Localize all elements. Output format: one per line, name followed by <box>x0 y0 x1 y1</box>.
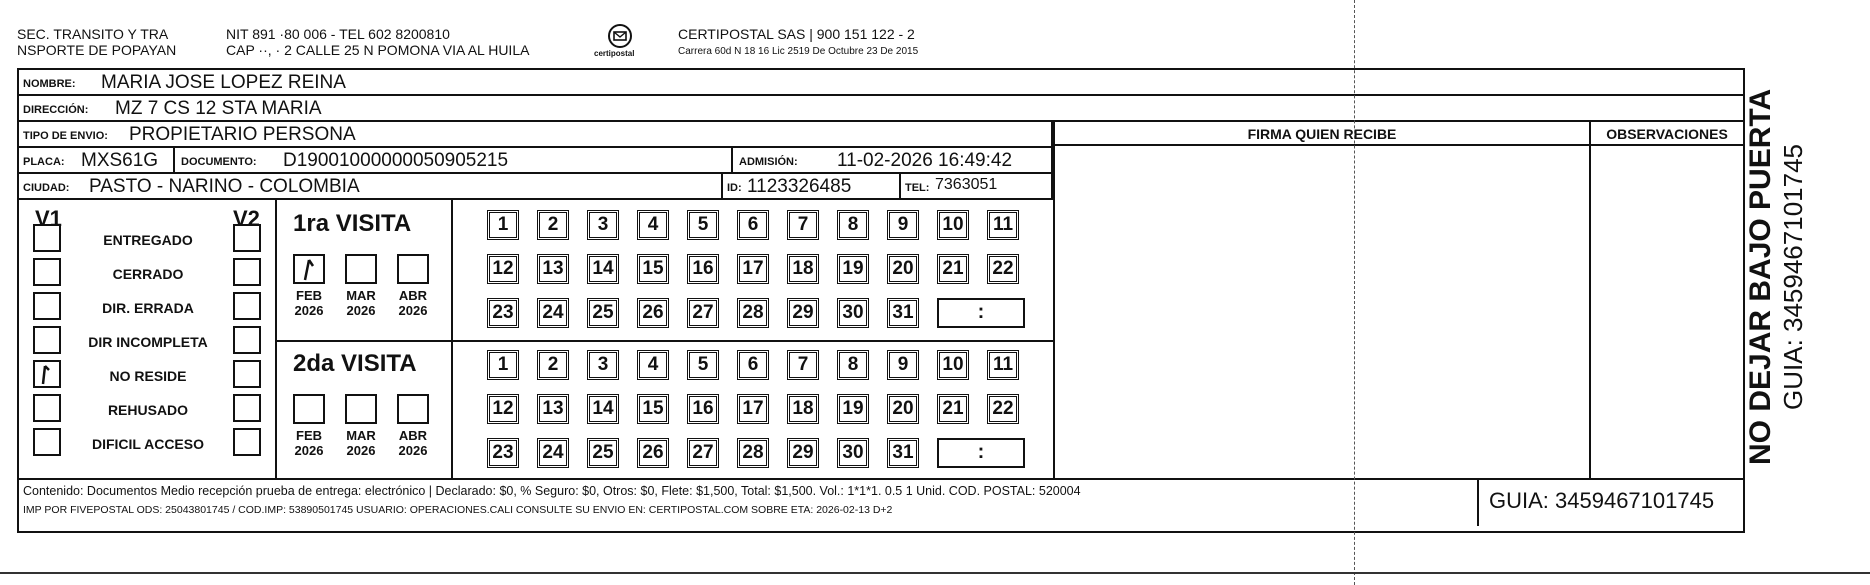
day-checkbox[interactable]: 30 <box>837 438 869 468</box>
tel-label: TEL: <box>905 182 930 194</box>
id-label: ID: <box>727 182 742 194</box>
month-label <box>339 288 383 318</box>
city-label: CIUDAD: <box>23 182 70 194</box>
day-checkbox[interactable]: 6 <box>737 350 769 380</box>
company-name: CERTIPOSTAL SAS | 900 151 122 - 2 <box>678 26 915 42</box>
day-checkbox[interactable]: 3 <box>587 350 619 380</box>
month-name: FEB <box>296 288 322 303</box>
visit-time-input[interactable]: : <box>937 298 1025 328</box>
day-checkbox[interactable]: 18 <box>787 394 819 424</box>
day-checkbox[interactable]: 8 <box>837 350 869 380</box>
month-checkbox[interactable] <box>345 394 377 424</box>
day-checkbox[interactable]: 26 <box>637 298 669 328</box>
day-checkbox[interactable]: 5 <box>687 350 719 380</box>
delivery-form <box>17 68 1745 533</box>
day-checkbox[interactable]: 8 <box>837 210 869 240</box>
day-checkbox[interactable]: 17 <box>737 254 769 284</box>
day-checkbox[interactable]: 11 <box>987 210 1019 240</box>
month-name: MAR <box>346 288 376 303</box>
month-name: MAR <box>346 428 376 443</box>
day-checkbox[interactable]: 29 <box>787 298 819 328</box>
id-value: 1123326485 <box>747 176 852 197</box>
shipment-type: PROPIETARIO PERSONA <box>129 124 356 145</box>
day-checkbox[interactable]: 31 <box>887 438 919 468</box>
status-label: REHUSADO <box>107 402 189 418</box>
row-address <box>19 96 1743 122</box>
admission-value: 11-02-2026 16:49:42 <box>837 150 1013 171</box>
guia-box: GUIA: 3459467101745 <box>1489 488 1715 513</box>
day-checkbox[interactable]: 29 <box>787 438 819 468</box>
city-value: PASTO - NARINO - COLOMBIA <box>89 176 360 197</box>
month-year: 2026 <box>398 303 428 318</box>
plate-label: PLACA: <box>23 156 65 168</box>
day-checkbox[interactable]: 15 <box>637 394 669 424</box>
document-value: D19001000000050905215 <box>283 150 509 171</box>
row-name <box>19 70 1743 96</box>
month-year: 2026 <box>346 443 376 458</box>
month-year: 2026 <box>346 303 376 318</box>
observations-column-header: OBSERVACIONES <box>1606 126 1728 142</box>
status-label: CERRADO <box>112 266 184 282</box>
bottom-edge <box>0 572 1870 574</box>
side-guia-number: GUIA: 3459467101745 <box>1778 144 1808 410</box>
admission-label: ADMISIÓN: <box>739 156 798 168</box>
month-checkbox[interactable] <box>293 254 325 284</box>
day-checkbox[interactable]: 15 <box>637 254 669 284</box>
row-city <box>19 174 1053 200</box>
status-v1-checkbox[interactable] <box>33 428 61 456</box>
status-v2-checkbox[interactable] <box>233 428 261 456</box>
logo-caption: certipostal <box>594 49 635 58</box>
month-label <box>339 428 383 458</box>
day-checkbox[interactable]: 24 <box>537 438 569 468</box>
cut-edge <box>1354 0 1356 585</box>
status-label: DIR INCOMPLETA <box>88 334 208 350</box>
day-checkbox[interactable]: 20 <box>887 394 919 424</box>
status-v1-checkbox[interactable] <box>33 394 61 422</box>
day-checkbox[interactable]: 3 <box>587 210 619 240</box>
day-checkbox[interactable]: 25 <box>587 438 619 468</box>
day-checkbox[interactable]: 18 <box>787 254 819 284</box>
day-checkbox[interactable]: 10 <box>937 210 969 240</box>
day-checkbox[interactable]: 16 <box>687 254 719 284</box>
recipient-name: MARIA JOSE LOPEZ REINA <box>101 72 346 93</box>
sender-nit-phone: NIT 891 ·80 006 - TEL 602 8200810 <box>226 26 450 42</box>
day-checkbox[interactable]: 28 <box>737 298 769 328</box>
month-name: ABR <box>398 288 428 303</box>
visit-title: 2da VISITA <box>293 350 417 377</box>
v1-header: V1 <box>35 206 62 231</box>
day-checkbox[interactable]: 6 <box>737 210 769 240</box>
company-license: Carrera 60d N 18 16 Lic 2519 De Octubre 23 De 2015 <box>678 46 919 57</box>
month-year: 2026 <box>294 443 324 458</box>
day-checkbox[interactable]: 7 <box>787 210 819 240</box>
status-label: DIR. ERRADA <box>102 300 194 316</box>
month-year: 2026 <box>294 303 324 318</box>
day-checkbox[interactable]: 4 <box>637 350 669 380</box>
tel-value: 7363051 <box>935 176 998 193</box>
day-checkbox[interactable]: 22 <box>987 394 1019 424</box>
day-checkbox[interactable]: 14 <box>587 254 619 284</box>
visit-title: 1ra VISITA <box>293 210 412 237</box>
status-v1-checkbox[interactable] <box>33 224 61 252</box>
day-checkbox[interactable]: 1 <box>487 210 519 240</box>
day-checkbox[interactable]: 11 <box>987 350 1019 380</box>
status-label: ENTREGADO <box>103 232 193 248</box>
day-checkbox[interactable]: 21 <box>937 254 969 284</box>
status-v2-checkbox[interactable] <box>233 292 261 320</box>
day-checkbox[interactable]: 20 <box>887 254 919 284</box>
v2-header: V2 <box>233 206 260 231</box>
signature-column-header: FIRMA QUIEN RECIBE <box>1247 126 1397 142</box>
row-plate <box>19 148 1053 174</box>
month-name: ABR <box>398 428 428 443</box>
day-checkbox[interactable]: 9 <box>887 210 919 240</box>
sender-name-line1: SEC. TRANSITO Y TRA <box>17 26 169 42</box>
day-checkbox[interactable]: 19 <box>837 394 869 424</box>
day-checkbox[interactable]: 5 <box>687 210 719 240</box>
day-checkbox[interactable]: 1 <box>487 350 519 380</box>
status-v1-checkbox[interactable] <box>33 292 61 320</box>
day-checkbox[interactable]: 21 <box>937 394 969 424</box>
name-label: NOMBRE: <box>23 78 76 90</box>
day-checkbox[interactable]: 24 <box>537 298 569 328</box>
status-label: NO RESIDE <box>109 368 187 384</box>
day-checkbox[interactable]: 23 <box>487 298 519 328</box>
day-checkbox[interactable]: 2 <box>537 350 569 380</box>
day-checkbox[interactable]: 30 <box>837 298 869 328</box>
visit-time-input[interactable]: : <box>937 438 1025 468</box>
month-label <box>391 428 435 458</box>
sender-name-line2: NSPORTE DE POPAYAN <box>17 42 177 58</box>
day-checkbox[interactable]: 27 <box>687 438 719 468</box>
day-checkbox[interactable]: 28 <box>737 438 769 468</box>
status-label: DIFICIL ACCESO <box>91 436 204 452</box>
day-checkbox[interactable]: 22 <box>987 254 1019 284</box>
day-checkbox[interactable]: 23 <box>487 438 519 468</box>
month-label <box>391 288 435 318</box>
day-checkbox[interactable]: 2 <box>537 210 569 240</box>
day-checkbox[interactable]: 9 <box>887 350 919 380</box>
sender-address: CAP ··, · 2 CALLE 25 N POMONA VIA AL HUILA <box>226 42 530 58</box>
day-checkbox[interactable]: 12 <box>487 394 519 424</box>
month-checkbox[interactable] <box>345 254 377 284</box>
day-checkbox[interactable]: 27 <box>687 298 719 328</box>
month-name: FEB <box>296 428 322 443</box>
day-checkbox[interactable]: 10 <box>937 350 969 380</box>
day-checkbox[interactable]: 7 <box>787 350 819 380</box>
day-checkbox[interactable]: 14 <box>587 394 619 424</box>
day-checkbox[interactable]: 17 <box>737 394 769 424</box>
day-checkbox[interactable]: 13 <box>537 254 569 284</box>
month-checkbox[interactable] <box>397 254 429 284</box>
status-v1-checkbox[interactable] <box>33 258 61 286</box>
day-checkbox[interactable]: 13 <box>537 394 569 424</box>
day-checkbox[interactable]: 12 <box>487 254 519 284</box>
document-label: DOCUMENTO: <box>181 156 257 168</box>
no-leave-under-door-warning: NO DEJAR BAJO PUERTA <box>1744 88 1777 465</box>
row-type <box>19 122 1053 148</box>
status-v1-checkbox[interactable] <box>33 326 61 354</box>
content-details: Contenido: Documentos Medio recepción prueba de entrega: electrónico | Declarado: $0, % Seguro: $0, Otros: $0, Flete: $1,500, Total: $1,500. Vol.: 1*1*1. 0.5 1 Unid. COD. POSTAL: 520004 <box>23 484 1081 498</box>
address-label: DIRECCIÓN: <box>23 104 89 116</box>
certipostal-logo <box>590 22 650 60</box>
status-v2-checkbox[interactable] <box>233 326 261 354</box>
month-checkbox[interactable] <box>293 394 325 424</box>
print-details: IMP POR FIVEPOSTAL ODS: 25043801745 / COD.IMP: 53890501745 USUARIO: OPERACIONES.CALI CONSULTE SU ENVIO EN: CERTIPOSTAL.COM SOBRE ETA: 2026-02-13 D+2 <box>23 504 893 516</box>
day-checkbox[interactable]: 19 <box>837 254 869 284</box>
month-label <box>287 288 331 318</box>
type-label: TIPO DE ENVIO: <box>23 130 108 142</box>
day-checkbox[interactable]: 16 <box>687 394 719 424</box>
day-checkbox[interactable]: 31 <box>887 298 919 328</box>
day-checkbox[interactable]: 25 <box>587 298 619 328</box>
status-v2-checkbox[interactable] <box>233 394 261 422</box>
day-checkbox[interactable]: 4 <box>637 210 669 240</box>
day-checkbox[interactable]: 26 <box>637 438 669 468</box>
recipient-address: MZ 7 CS 12 STA MARIA <box>115 98 322 119</box>
status-v1-checkbox[interactable] <box>33 360 61 388</box>
month-year: 2026 <box>398 443 428 458</box>
status-v2-checkbox[interactable] <box>233 360 261 388</box>
status-v2-checkbox[interactable] <box>233 258 261 286</box>
status-v2-checkbox[interactable] <box>233 224 261 252</box>
month-checkbox[interactable] <box>397 394 429 424</box>
month-label <box>287 428 331 458</box>
plate-value: MXS61G <box>81 150 159 171</box>
